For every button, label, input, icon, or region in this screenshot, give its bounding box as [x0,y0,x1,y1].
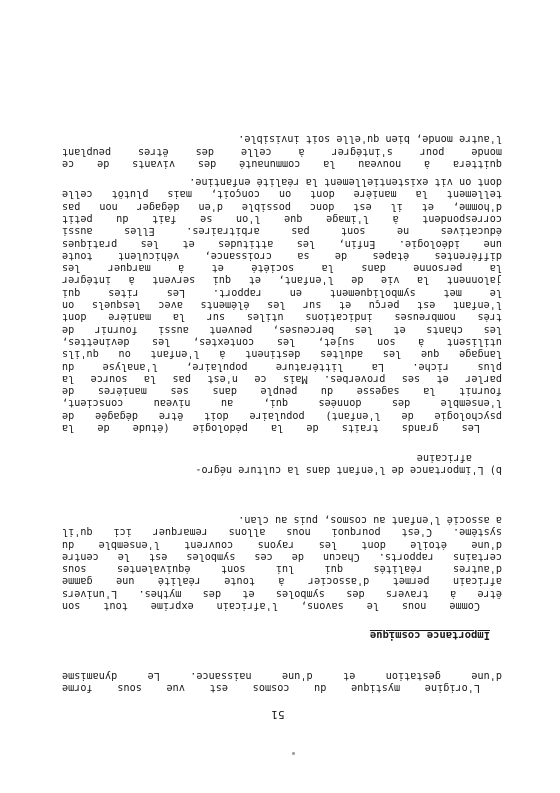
paragraph-quittera [62,132,502,169]
text-line: utilisent à son sujet, les contextes, les devinettes, [62,335,502,347]
text-line: les chants et les berceuses, peuvent aussi fournir de [62,323,502,335]
text-line: être à travers des symboles et des mythes. L'univers [62,587,502,599]
text-line: L'origine mystique du cosmos est vue sous forme [62,682,480,693]
text-line: tellement la manière dont on conçoit, mais plutôt celle [62,188,502,200]
text-line: fournit la sagesse du peuple dans ses manières de [62,385,502,397]
text-line: le met symboliquement en rapport. Les rites qui [62,286,502,298]
subheading-line: b) L'importance de l'enfant dans la culture négro- [195,464,502,475]
text-line: l'autre monde, bien qu'elle soit invisible. [238,133,502,145]
text-line: Les grands traits de la pédologie (étude de la [62,422,480,433]
text-line: parler et ses proverbes. Mais ce n'est pas la source la [62,372,502,384]
text-line: système. C'est pourquoi nous allons remarquer ici qu'il [62,526,502,538]
text-line: d'une étoile dont les rayons couvrent l'ensemble du [62,538,502,550]
subheading-line: africaine [416,451,472,463]
text-line: d'une gestation et d'une naissance. Le dynamisme [62,669,502,681]
text-line: une idéologie. Enfin, les attitudes et les pratiques [62,237,502,249]
text-line: a associé l'enfant au cosmos, puis au clan. [238,513,502,525]
text-line: très nombreuses indications utiles sur la manière dont [62,311,502,323]
text-line: jalonnent la vie de l'enfant, et qui servent à intégrer [62,274,502,286]
text-line: éducatives ne sont pas arbitraires. Elles aussi [62,225,502,237]
text-line: l'ensemble des données qui, au niveau conscient, [62,397,502,409]
text-line: monde pour s'intégrer à celle des êtres peuplant [62,145,502,157]
text-line: l'enfant est perçu et sur les éléments avec lesquels on [62,299,502,311]
paragraph-pedologie [62,175,502,433]
page-number: 51 [271,708,285,721]
text-line: correspondent à l'image que l'on se fait du petit [62,212,502,224]
text-line: d'autres réalités qui lui sont équivalentes sous [62,563,502,575]
text-line: la personne dans la société et à marquer les [62,262,502,274]
text-line: certains rapports. Chacun de ces symboles est le centre [62,550,502,562]
text-line: psychologie de l'enfant) populaire doit être dégagée de [62,409,502,421]
text-line: dont on vit existentiellement la réalité enfantine. [189,176,502,188]
section-heading: Importance cosmique [369,629,490,641]
text-line: quittera à nouveau la communauté des vivants de ce [62,158,502,169]
paragraph-origine-mystique [62,668,502,693]
text-line: Comme nous le savons, l'africain exprime tout son [62,600,480,611]
text-line: d'homme, et il est donc possible d'en dégager non pas [62,200,502,212]
text-line: africain permet d'associer à toute réalité une gamme [62,575,502,587]
text-line: langage que les adultes destinent à l'enfant ou qu'ils [62,348,502,360]
text-line: plus riche. La littérature populaire, l'analyse du [62,360,502,372]
text-line: différentes étapes de sa croissance, véhiculent toute [62,249,502,261]
paragraph-comme-nous-le-savons [62,513,502,611]
scan-speck [292,752,295,755]
subsection-heading [195,450,502,475]
